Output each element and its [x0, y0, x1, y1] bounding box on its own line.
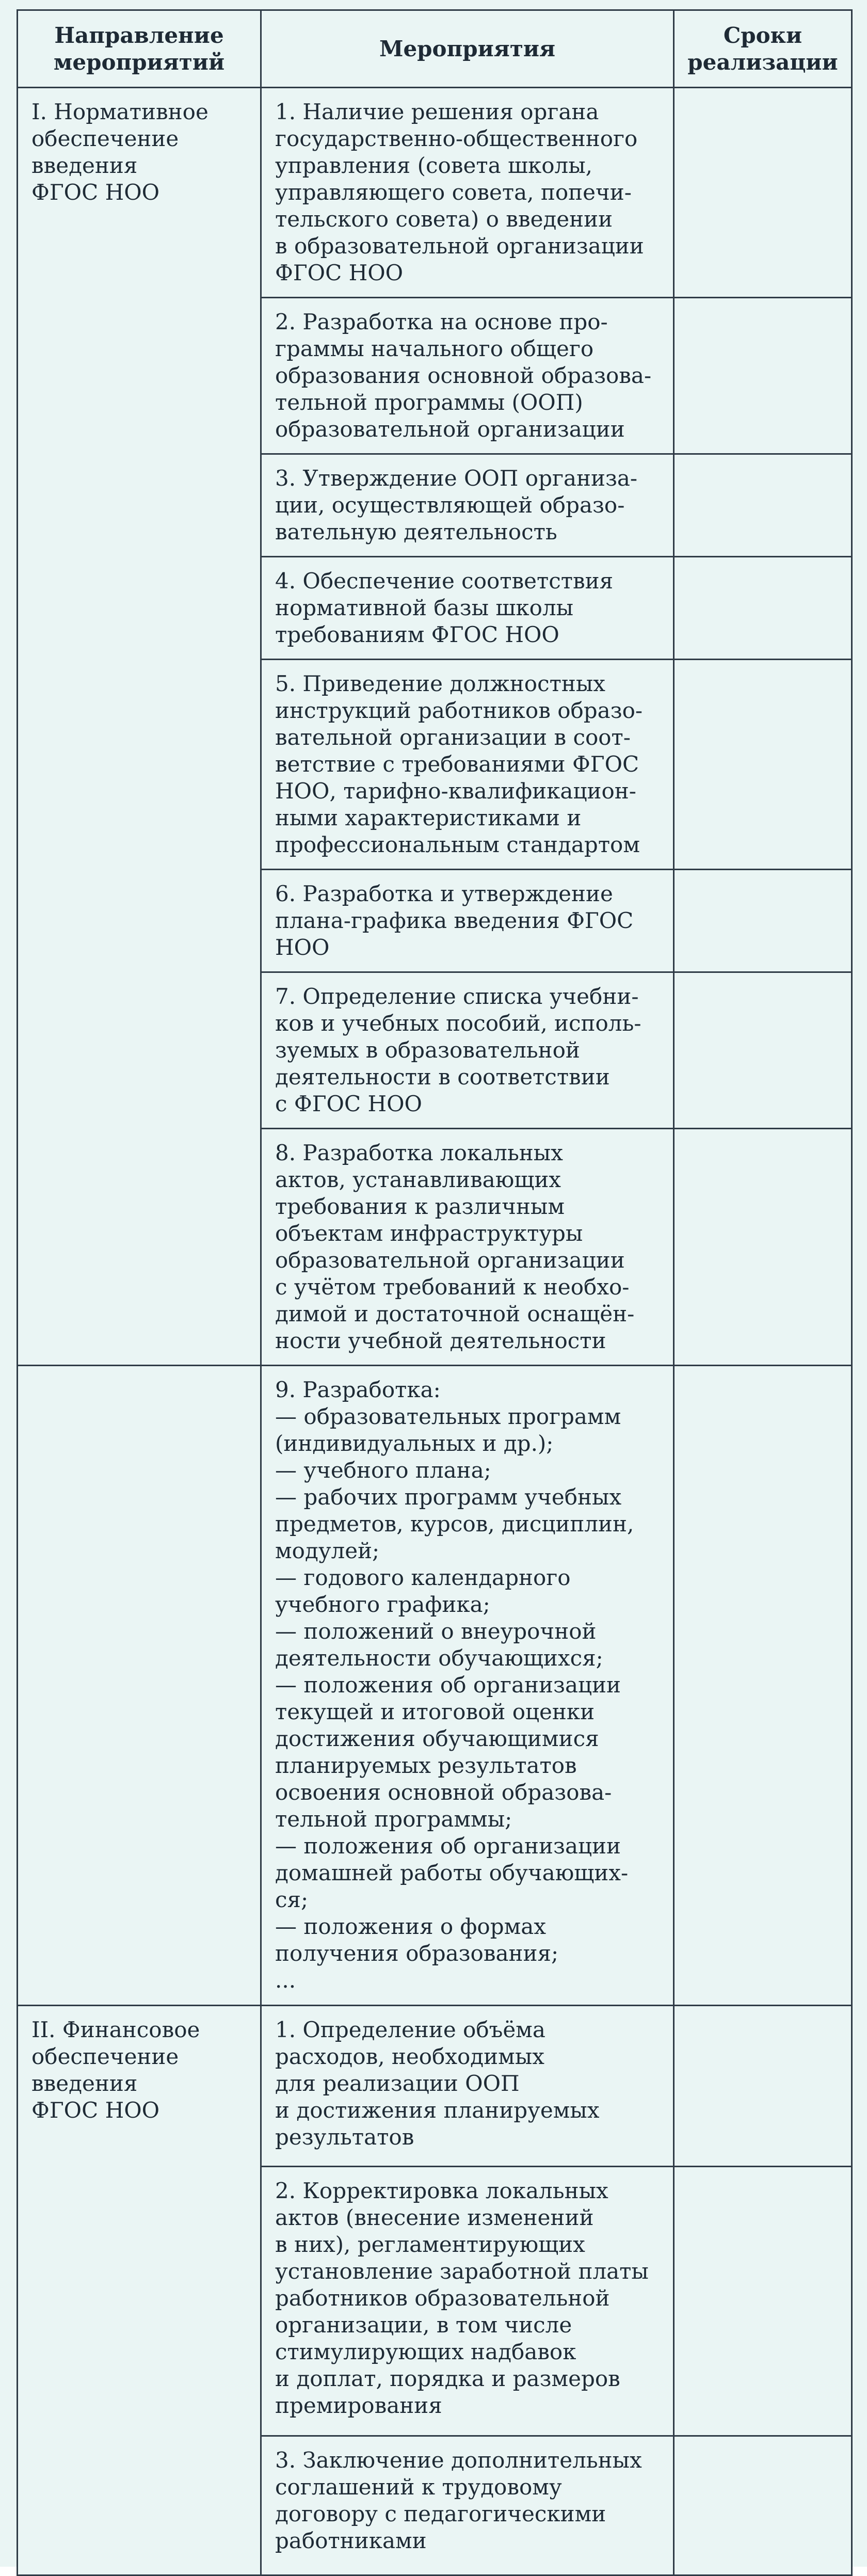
activity-text: 1. Наличие решения органа государственно-общественного управления (совета школы, управляющего совета, попечи- тельского совета) о введении в образовательной организации ФГОС НОО [275, 99, 644, 285]
header-direction-text: Направление мероприятий [53, 22, 225, 75]
section-2-direction [18, 2006, 261, 2575]
header-row [18, 10, 852, 88]
table-row [18, 88, 852, 298]
section-2-title: II. Финансовое обеспечение введения ФГОС НОО [31, 2017, 200, 2123]
activity-cell [261, 1129, 674, 1366]
deadline-cell [674, 2436, 852, 2575]
activity-text: 1. Определение объёма расходов, необходимых для реализации ООП и достижения планируемых результатов [275, 2017, 600, 2150]
activity-text: 3. Утверждение ООП организа- ции, осуществляющей образо- вательную деятельность [275, 466, 638, 545]
deadline-cell [674, 557, 852, 660]
activity-text: 8. Разработка локальных актов, устанавливающих требования к различным объектам инфраструктуры образовательной организации с учётом требований к необхо- димой и достаточной оснащён- ности учебной деятельности [275, 1140, 635, 1353]
section-1-direction [18, 88, 261, 1366]
deadline-cell [674, 660, 852, 870]
activity-cell [261, 1366, 674, 2006]
activity-text: 9. Разработка: — образовательных программ (индивидуальных и др.); — учебного плана; — рабочих программ учебных предметов, курсов, дисциплин, модулей; — годового календарного учебного графика; — положений о внеурочной деятельности обучающихся; — положения об организации текущей и итоговой оценки достижения обучающимися планируемых результатов освоения основной образова- тельной программы; — положения об организации домашней работы обучающих- ся; — положения о формах получения образования; ... [275, 1377, 634, 1993]
activity-cell [261, 870, 674, 972]
activity-cell [261, 454, 674, 557]
activity-text: 6. Разработка и утверждение плана-графика введения ФГОС НОО [275, 881, 634, 960]
table-row [18, 1366, 852, 2006]
header-deadlines-text: Сроки реализации [687, 22, 838, 75]
header-deadlines [674, 10, 852, 88]
activity-cell [261, 2006, 674, 2167]
activity-cell [261, 298, 674, 454]
table-body [18, 88, 852, 2575]
activity-text: 5. Приведение должностных инструкций работников образо- вательной организации в соот- ветствие с требованиями ФГОС НОО, тарифно-квалификацион- ными характеристиками и профессиональным стандартом [275, 671, 643, 857]
deadline-cell [674, 88, 852, 298]
deadline-cell [674, 870, 852, 972]
deadline-cell [674, 454, 852, 557]
section-1-direction-continued [18, 1366, 261, 2006]
table-header [18, 10, 852, 88]
deadline-cell [674, 298, 852, 454]
deadline-cell [674, 2006, 852, 2167]
header-direction [18, 10, 261, 88]
header-activities-text: Мероприятия [379, 36, 556, 61]
header-activities [261, 10, 674, 88]
deadline-cell [674, 2167, 852, 2436]
section-1-title: I. Нормативное обеспечение введения ФГОС НОО [31, 99, 208, 205]
implementation-plan-table [17, 9, 853, 2576]
activity-cell [261, 2436, 674, 2575]
deadline-cell [674, 972, 852, 1129]
table-row [18, 2006, 852, 2167]
activity-text: 2. Разработка на основе про- граммы начального общего образования основной образова- тельной программы (ООП) образовательной организации [275, 309, 652, 442]
activity-text: 2. Корректировка локальных актов (внесение изменений в них), регламентирующих установление заработной платы работников образовательной организации, в том числе стимулирующих надбавок и доплат, порядка и размеров премирования [275, 2178, 649, 2418]
activity-text: 7. Определение списка учебни- ков и учебных пособий, исполь- зуемых в образовательной деятельности в соответствии с ФГОС НОО [275, 984, 641, 1116]
deadline-cell [674, 1366, 852, 2006]
activity-cell [261, 660, 674, 870]
deadline-cell [674, 1129, 852, 1366]
activity-text: 4. Обеспечение соответствия нормативной базы школы требованиям ФГОС НОО [275, 568, 614, 647]
activity-text: 3. Заключение дополнительных соглашений к трудовому договору с педагогическими работниками [275, 2447, 642, 2553]
activity-cell [261, 88, 674, 298]
activity-cell [261, 557, 674, 660]
activity-cell [261, 2167, 674, 2436]
activity-cell [261, 972, 674, 1129]
